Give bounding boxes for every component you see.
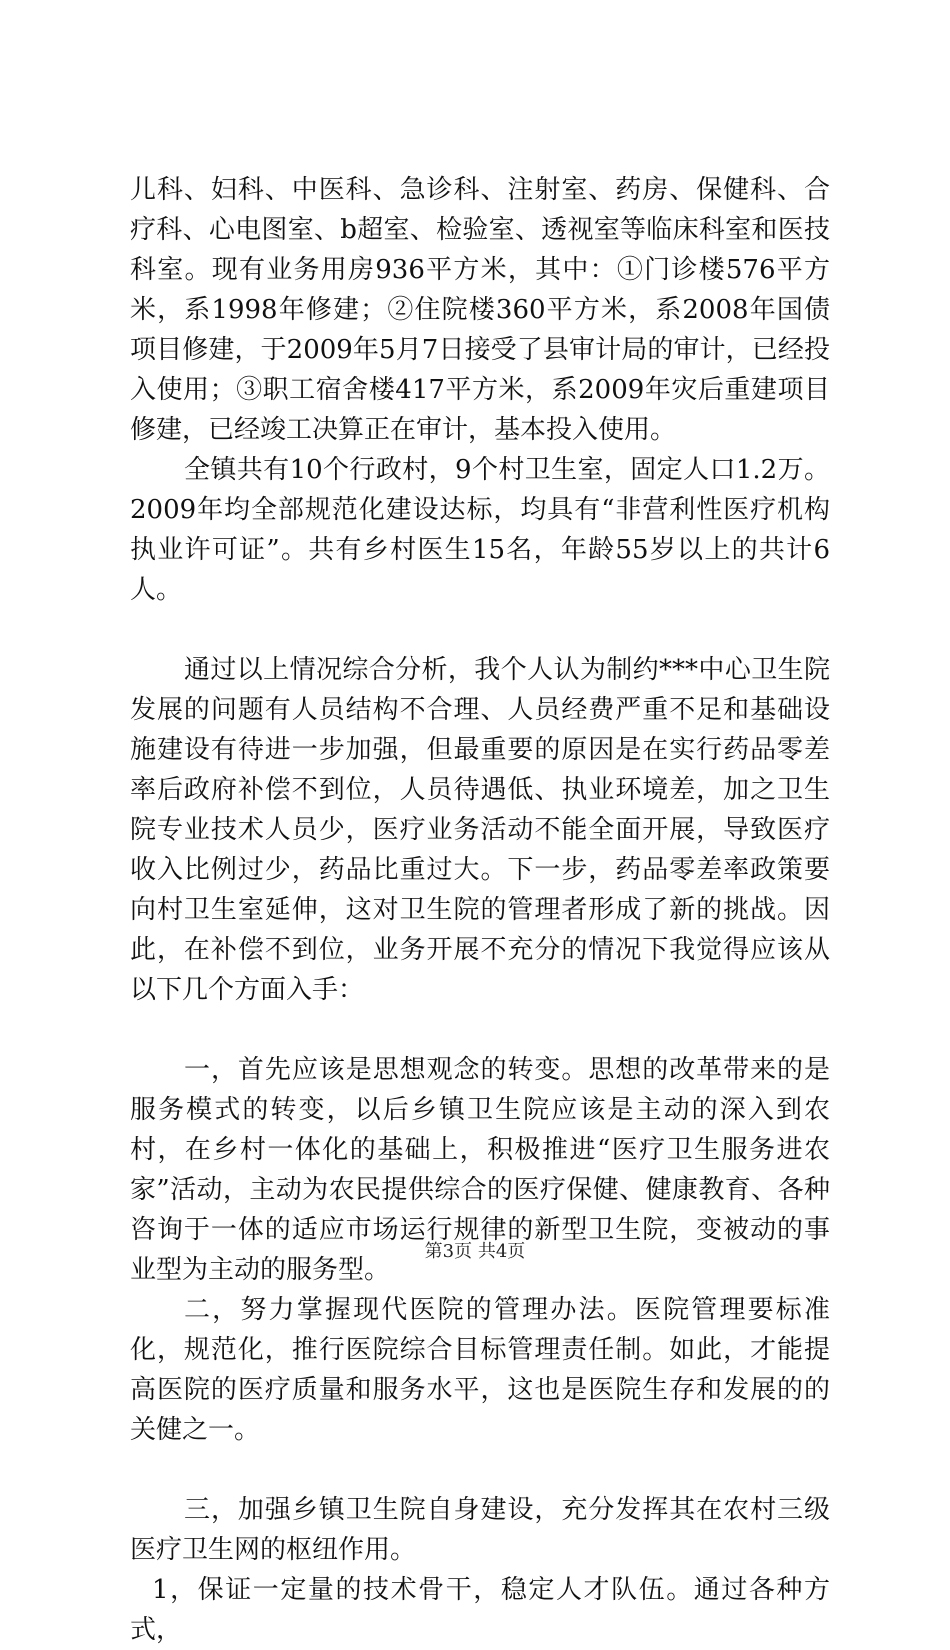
page-footer: 第3页 共4页 [424, 1241, 526, 1262]
paragraph-point-three: 三，加强乡镇卫生院自身建设，充分发挥其在农村三级医疗卫生网的枢纽作用。 [130, 1495, 830, 1565]
paragraph-departments-facilities: 儿科、妇科、中医科、急诊科、注射室、药房、保健科、合疗科、心电图室、b超室、检验室、透视室等临床科室和医技科室。现有业务用房936平方米，其中：①门诊楼576平方米，系1998年修建；②住院楼360平方米，系2008年国债项目修建，于2009年5月7日接受了县审计局的审计，已经投入使用；③职工宿舍楼417平方米，系2009年灾后重建项目修建，已经竣工决算正在审计，基本投入使用。 [130, 175, 830, 445]
paragraph-point-two: 二，努力掌握现代医院的管理办法。医院管理要标准化，规范化，推行医院综合目标管理责任制。如此，才能提高医院的医疗质量和服务水平，这也是医院生存和发展的的关健之一。 [130, 1295, 830, 1445]
paragraph-subpoint-one: 1，保证一定量的技术骨干，稳定人才队伍。通过各种方式， [130, 1575, 830, 1645]
paragraph-analysis: 通过以上情况综合分析，我个人认为制约***中心卫生院发展的问题有人员结构不合理、人员经费严重不足和基础设施建设有待进一步加强，但最重要的原因是在实行药品零差率后政府补偿不到位，人员待遇低、执业环境差，加之卫生院专业技术人员少，医疗业务活动不能全面开展，导致医疗收入比例过少，药品比重过大。下一步，药品零差率政策要向村卫生室延伸，这对卫生院的管理者形成了新的挑战。因此，在补偿不到位，业务开展不充分的情况下我觉得应该从以下几个方面入手： [130, 655, 830, 1005]
paragraph-town-villages: 全镇共有10个行政村，9个村卫生室，固定人口1.2万。2009年均全部规范化建设达标，均具有“非营利性医疗机构执业许可证”。共有乡村医生15名，年龄55岁以上的共计6人。 [130, 455, 830, 605]
paragraph-point-one: 一，首先应该是思想观念的转变。思想的改革带来的是服务模式的转变，以后乡镇卫生院应该是主动的深入到农村，在乡村一体化的基础上，积极推进“医疗卫生服务进农家”活动，主动为农民提供综合的医疗保健、健康教育、各种咨询于一体的适应市场运行规律的新型卫生院，变被动的事业型为主动的服务型。 [130, 1055, 830, 1285]
document-body [130, 170, 830, 1650]
